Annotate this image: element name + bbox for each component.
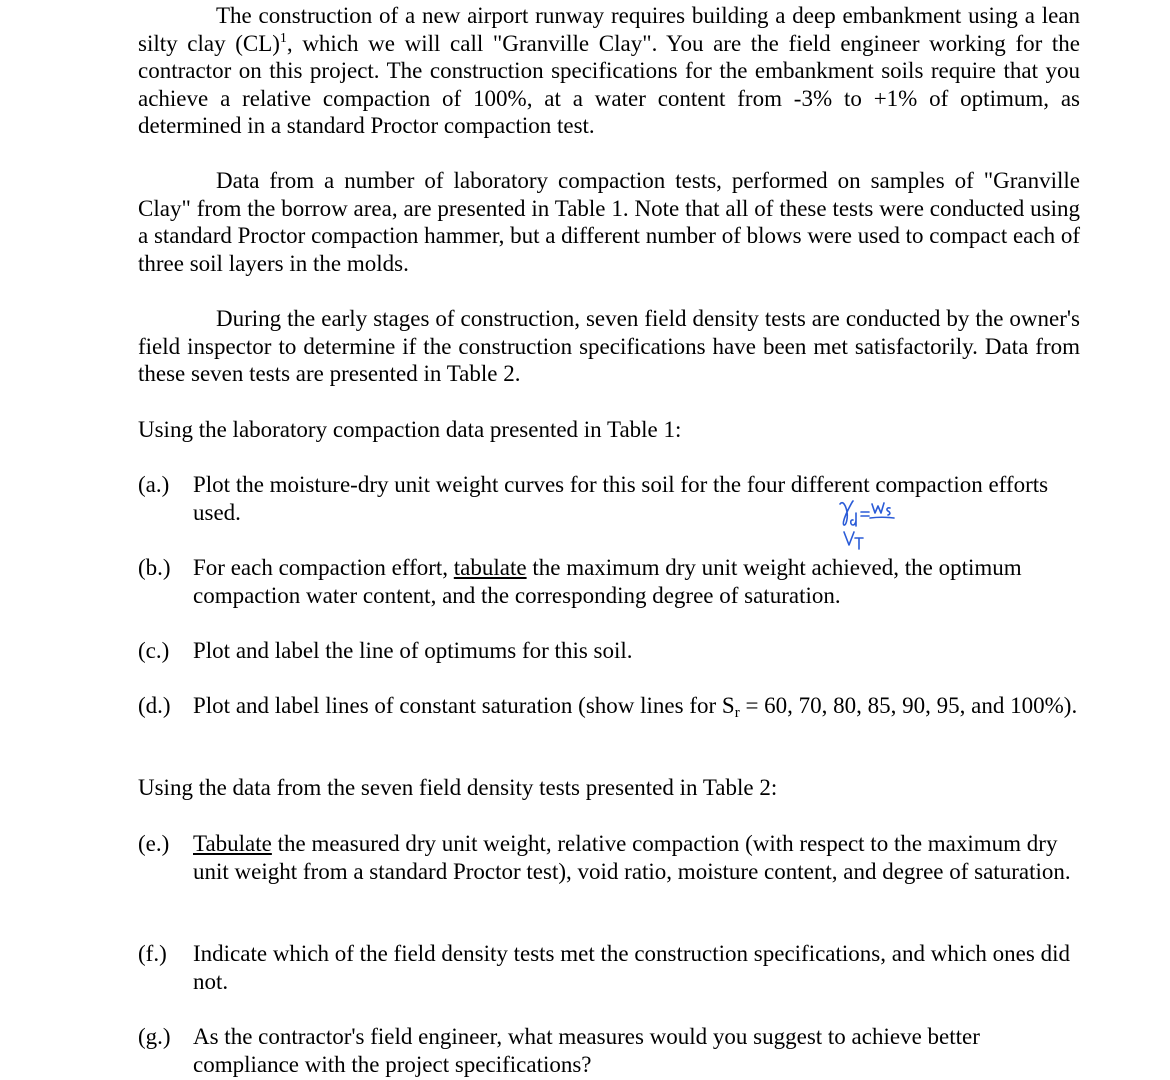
- question-label: (c.): [138, 638, 170, 663]
- section-1-lead: Using the laboratory compaction data presented in Table 1:: [138, 417, 682, 442]
- question-text: Indicate which of the field density tests met the construction specifications, and which ones did not.: [193, 941, 1070, 994]
- question-text: Plot the moisture-dry unit weight curves for this soil for the four different compaction efforts used.: [193, 472, 1049, 525]
- question-text: Plot and label lines of constant saturation (show lines for $S_r = 60$, 70, 80, 85, 90, 95, and 100%).: [193, 693, 1078, 721]
- underlined-word: Tabulate: [193, 831, 272, 856]
- intro-paragraph-2: Data from a number of laboratory compaction tests, performed on samples of "Granville Clay" from the borrow area, are presented in Table 1. Note that all of these tests were conducted using a standard Proctor compaction hammer, but a different number of blows were used to compact each of three soil layers in the molds.: [138, 168, 1080, 276]
- intro-paragraph-1: [138, 2, 1080, 140]
- intro-paragraph-3: During the early stages of construction, seven field density tests are conducted by the owner's field inspector to determine if the construction specifications have been met satisfactorily. Data from these seven tests are presented in Table 2.: [138, 306, 1080, 386]
- question-text: For each compaction effort, tabulate the maximum dry unit weight achieved, the optimum compaction water content, and the corresponding degree of saturation.: [193, 555, 1022, 608]
- question-text: As the contractor's field engineer, what measures would you suggest to achieve better compliance with the project specifications?: [193, 1024, 980, 1077]
- section-2-lead: Using the data from the seven field density tests presented in Table 2:: [138, 775, 778, 800]
- question-label: (a.): [138, 472, 170, 497]
- question-text: Plot and label the line of optimums for this soil.: [193, 638, 633, 663]
- question-label: (g.): [138, 1024, 171, 1049]
- question-text: Tabulate the measured dry unit weight, relative compaction (with respect to the maximum dry unit weight from a standard Proctor test), void ratio, moisture content, and degree of saturation.: [193, 831, 1071, 884]
- subscript: r: [734, 705, 740, 721]
- question-label: (b.): [138, 555, 171, 580]
- intro-p1-text: The construction of a new airport runway requires building a deep embankment using a lean silty clay (CL): [138, 3, 1080, 56]
- question-label: (d.): [138, 693, 171, 718]
- question-label: (f.): [138, 941, 167, 966]
- question-label: (e.): [138, 831, 170, 856]
- footnote-marker: 1: [279, 30, 287, 46]
- underlined-word: tabulate: [453, 555, 527, 580]
- intro-p1-text-cont: , which we will call "Granville Clay". You are the field engineer working for the contractor on this project. The construction specifications for the embankment soils require that you achieve a relative compaction of 100%, at a water content from -3% to +1% of optimum, as determined in a standard Proctor compaction test.: [138, 30, 1080, 138]
